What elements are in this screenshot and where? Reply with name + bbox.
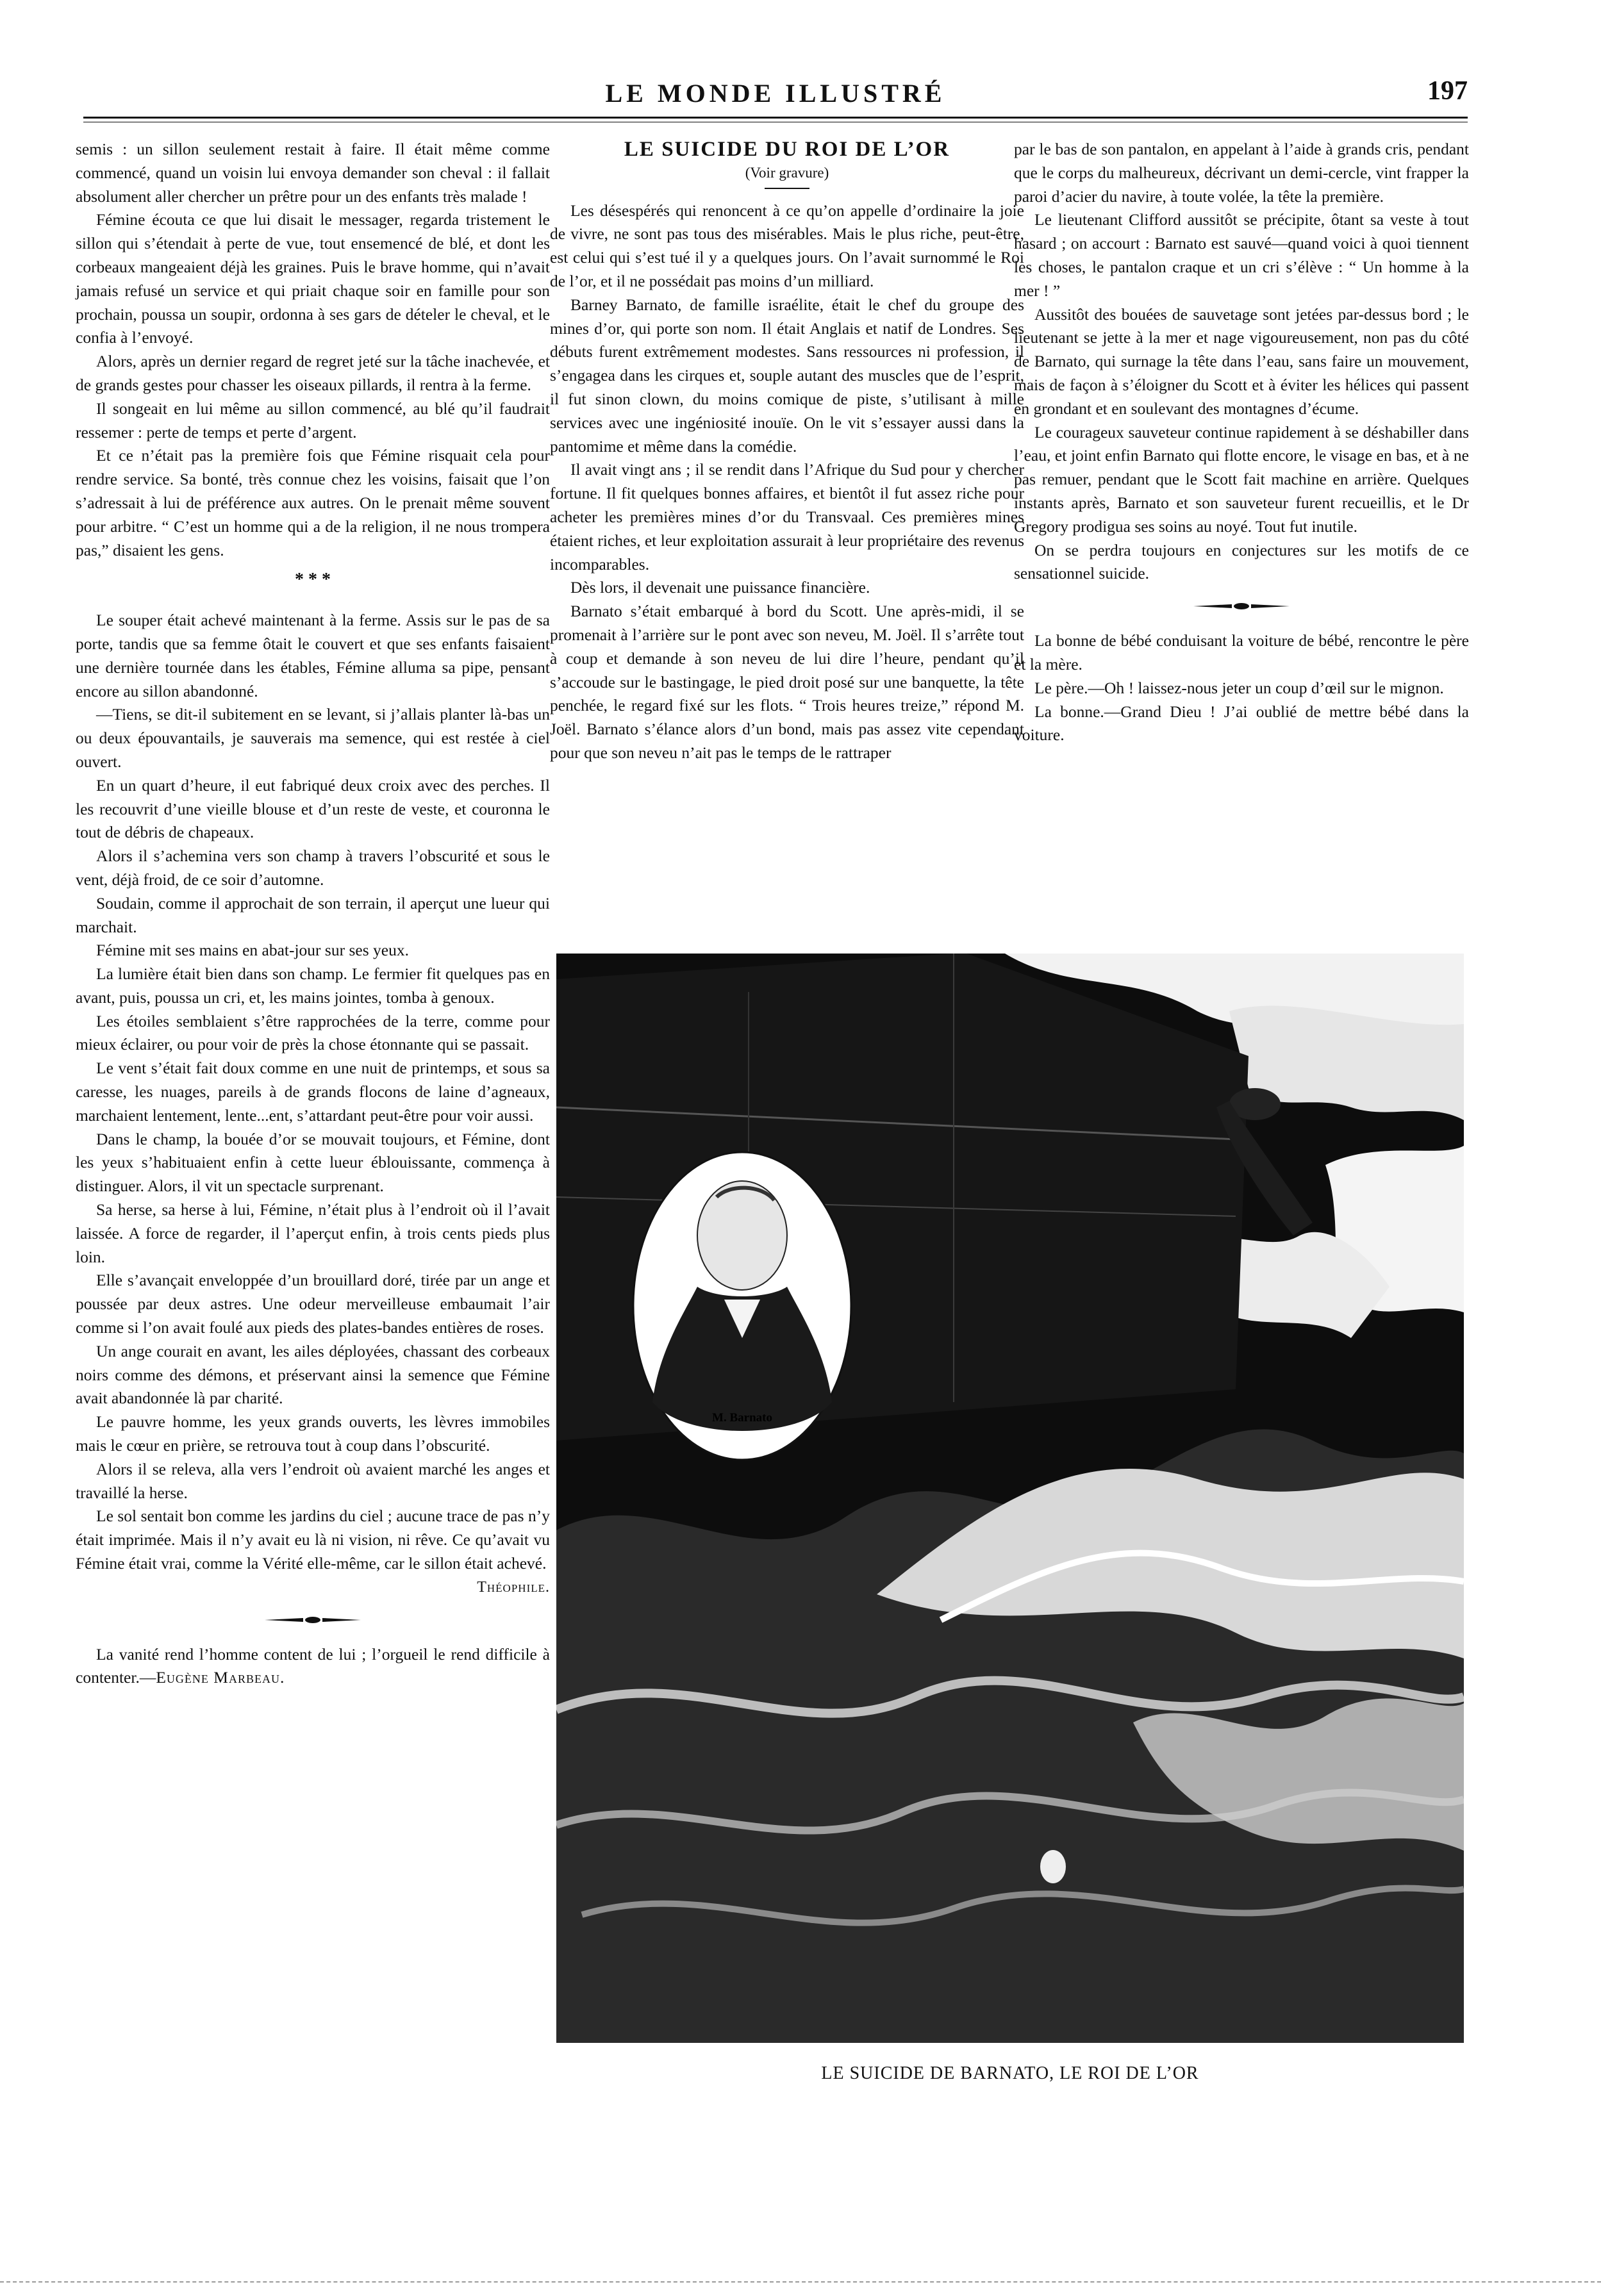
paragraph: —Tiens, se dit-il subitement en se levant, si j’allais planter là-bas un ou deux épouvantails, je sauverais ma semence, qui est restée à ciel ouvert. (76, 705, 550, 771)
page-header (83, 76, 1468, 127)
paragraph: Dès lors, il devenait une puissance financière. (570, 578, 870, 597)
article-title: LE SUICIDE DU ROI DE L’OR (624, 138, 950, 161)
paragraph: Sa herse, sa herse à lui, Fémine, n’était plus à l’endroit où il l’avait laissée. A force de regarder, il l’aperçut enfin, à trois cents pieds plus loin. (76, 1200, 550, 1266)
paragraph: Il avait vingt ans ; il se rendit dans l’Afrique du Sud pour y chercher fortune. Il fit quelques bonnes affaires, et bientôt il fut assez riche pour acheter les premières mines d’or du Transvaal. Ces premières mines étaient riches, et leur exploitation assurait à leur propriétaire des revenus incomparables. (550, 460, 1024, 574)
masthead: LE MONDE ILLUSTRÉ (605, 79, 946, 108)
engraving-image (556, 954, 1464, 2043)
paragraph: Et ce n’était pas la première fois que Fémine risquait cela pour rendre service. Sa bonté, très connue chez les voisins, faisait que l’on s’adressait à lui de préférence aux autres. On le prenait même souvent pour arbitre. “ C’est un homme qui a de la religion, il ne nous trompera pas,” disaient les gens. (76, 446, 550, 559)
paragraph: Il songeait en lui même au sillon commencé, au blé qu’il faudrait ressemer : perte de temps et perte d’argent. (76, 399, 550, 442)
paragraph: Le courageux sauveteur continue rapidement à se déshabiller dans l’eau, et joint enfin Barnato qui flotte encore, le visage en bas, et à ne pas remuer, pendant que le Scott fait machine en arrière. Quelques instants après, Barnato et son sauveteur furent recueillis, et le Dr Gregory prodigua ses soins au noyé. Tout fut inutile. (1014, 422, 1469, 536)
paragraph: Fémine mit ses mains en abat-jour sur ses yeux. (96, 941, 409, 960)
paragraph: Les étoiles semblaient s’être rapprochées de la terre, comme pour mieux éclairer, ou pour voir de près la chose étonnante qui se passait. (76, 1011, 550, 1054)
quote-author: Eugène Marbeau. (156, 1668, 285, 1687)
paragraph: Le lieutenant Clifford aussitôt se précipite, ôtant sa veste à tout hasard ; on accourt : Barnato est sauvé—quand voici à quoi tiennent les choses, le pantalon craque et un cri s’élève : “ Un homme à la mer ! ” (1014, 210, 1469, 300)
quote (76, 1643, 550, 1690)
paragraph: Un ange courait en avant, les ailes déployées, chassant des corbeaux noirs comme des démons, et préservant ainsi la semence que Fémine avait abandonnée là par charité. (76, 1341, 550, 1408)
ornament-divider (1014, 602, 1469, 610)
header-rule (83, 117, 1468, 119)
paragraph: La bonne.—Grand Dieu ! J’ai oublié de mettre bébé dans la voiture. (1014, 702, 1469, 745)
column-right (1014, 138, 1469, 747)
column-left (76, 138, 550, 1690)
quote-text: La vanité rend l’homme content de lui ; l’orgueil le rend difficile à contenter.— (76, 1644, 550, 1687)
paragraph: Le pauvre homme, les yeux grands ouverts, les lèvres immobiles mais le cœur en prière, se retrouva tout à coup dans l’obscurité. (76, 1412, 550, 1455)
paragraph: Alors il s’achemina vers son champ à travers l’obscurité et sous le vent, déjà froid, de ce soir d’automne. (76, 847, 550, 889)
paragraph: Dans le champ, la bouée d’or se mouvait toujours, et Fémine, dont les yeux s’habituaient enfin à cette lueur éblouissante, commença à distinguer. Alors, il vit un spectacle surprenant. (76, 1129, 550, 1196)
paragraph: Le père.—Oh ! laissez-nous jeter un coup d’œil sur le mignon. (1034, 678, 1444, 697)
paragraph: Les désespérés qui renoncent à ce qu’on appelle d’ordinaire la joie de vivre, ne sont pas tous des misérables. Mais le plus riche, peut-être, est celui qui s’est tué il y a quelques jours. On l’avait surnommé le Roi de l’or, et il ne possédait pas moins d’un milliard. (550, 201, 1024, 290)
page-edge-mark (0, 2281, 1601, 2283)
paragraph: Elle s’avançait enveloppée d’un brouillard doré, tirée par un ange et poussée par deux astres. Une odeur merveilleuse embaumait l’air comme si l’on avait foulé aux pieds des plates-bandes entières de roses. (76, 1271, 550, 1337)
paragraph: Barnato s’était embarqué à bord du Scott. Une après-midi, il se promenait à l’arrière sur le pont avec son neveu, M. Joël. Il s’arrête tout à coup et demande à son neveu de lui dire l’heure, pendant qu’il s’accoude sur le bastingage, le pied droit posé sur une banquette, la tête penchée, le regard fixé sur les flots. “ Trois heures treize,” répond M. Joël. Barnato s’élance alors d’un bond, mais pas assez vite cependant pour que son neveu n’ait pas le temps de le rattraper (550, 602, 1024, 762)
article-subtitle: (Voir gravure) (745, 164, 829, 181)
engraving-illustration (556, 954, 1464, 2043)
paragraph: semis : un sillon seulement restait à faire. Il était même comme commencé, quand un voisin lui envoya demander son cheval : il fallait absolument aller chercher un prêtre pour un des enfants très malade ! (76, 140, 550, 206)
page-number: 197 (1427, 76, 1468, 106)
author-signature: Théophile. (477, 1578, 550, 1596)
paragraph: Le vent s’était fait doux comme en une nuit de printemps, et sous sa caresse, les nuages, pareils à de grands flocons de laine d’agneaux, marchaient lentement, lente...ent, s’attardant peut-être pour voir aussi. (76, 1059, 550, 1125)
illustration-caption: LE SUICIDE DE BARNATO, LE ROI DE L’OR (821, 2063, 1199, 2083)
paragraph: Barney Barnato, de famille israélite, était le chef du groupe des mines d’or, qui porte son nom. Il était Anglais et natif de Londres. Ses débuts furent extrêmement modestes. Sans ressources ni profession, il s’engagea dans les cirques et, souple autant des muscles que de l’esprit, il fut sinon clown, du moins comique de piste, s’utilisant à mille services avec une ingéniosité inouïe. On le vit s’essayer aussi dans la pantomime et même dans la comédie. (550, 295, 1024, 456)
paragraph: La lumière était bien dans son champ. Le fermier fit quelques pas en avant, puis, poussa un cri, et, les mains jointes, tomba à genoux. (76, 964, 550, 1007)
paragraph: Alors, après un dernier regard de regret jeté sur la tâche inachevée, et de grands gestes pour chasser les oiseaux pillards, il rentra à la ferme. (76, 352, 550, 394)
paragraph: Le sol sentait bon comme les jardins du ciel ; aucune trace de pas n’y était imprimée. Mais il n’y avait eu là ni vision, ni rêve. Ce qu’avait vu Fémine était vrai, comme la Vérité elle-même, car le sillon était achevé. (76, 1507, 550, 1573)
paragraph: Fémine écouta ce que lui disait le messager, regarda tristement le sillon qui s’étendait à perte de vue, tout ensemencé de blé, et dont les corbeaux mangeaient déjà les graines. Puis le brave homme, qui n’avait jamais refusé un service et qui priait chaque soir en famille pour son prochain, poussa un soupir, ordonna à ses gars de dételer le cheval, et le confia à l’envoyé. (76, 210, 550, 347)
ornament-divider (76, 1616, 550, 1624)
paragraph: Le souper était achevé maintenant à la ferme. Assis sur le pas de sa porte, tandis que sa femme ôtait le couvert et que ses enfants faisaient une dernière tournée dans les étables, Fémine alluma sa pipe, pensant encore au sillon abandonné. (76, 611, 550, 700)
paragraph: La bonne de bébé conduisant la voiture de bébé, rencontre le père et la mère. (1014, 631, 1469, 673)
portrait-label: M. Barnato (712, 1411, 772, 1425)
paragraph: Soudain, comme il approchait de son terrain, il aperçut une lueur qui marchait. (76, 893, 550, 936)
column-middle (550, 138, 1024, 765)
paragraph: En un quart d’heure, il eut fabriqué deux croix avec des perches. Il les recouvrit d’une vieille blouse et d’un reste de veste, et couronna le tout de débris de chapeaux. (76, 775, 550, 842)
paragraph: On se perdra toujours en conjectures sur les motifs de ce sensationnel suicide. (1014, 540, 1469, 583)
paragraph: par le bas de son pantalon, en appelant à l’aide à grands cris, pendant que le corps du malheureux, décrivant un demi-cercle, vint frapper la paroi d’acier du navire, à toute volée, la tête la première. (1014, 140, 1469, 206)
title-rule (765, 188, 809, 189)
paragraph: Alors il se releva, alla vers l’endroit où avaient marché les anges et travaillé la herse. (76, 1459, 550, 1502)
paragraph: Aussitôt des bouées de sauvetage sont jetées par-dessus bord ; le lieutenant se jette à la mer et nage vigoureusement, non pas du côté de Barnato, qui surnage la tête dans l’eau, sans faire un mouvement, mais de façon à s’éloigner du Scott et à éviter les hélices qui passent en grondant et en soulevant des montagnes d’écume. (1014, 304, 1469, 418)
section-separator: * * * (295, 570, 331, 590)
